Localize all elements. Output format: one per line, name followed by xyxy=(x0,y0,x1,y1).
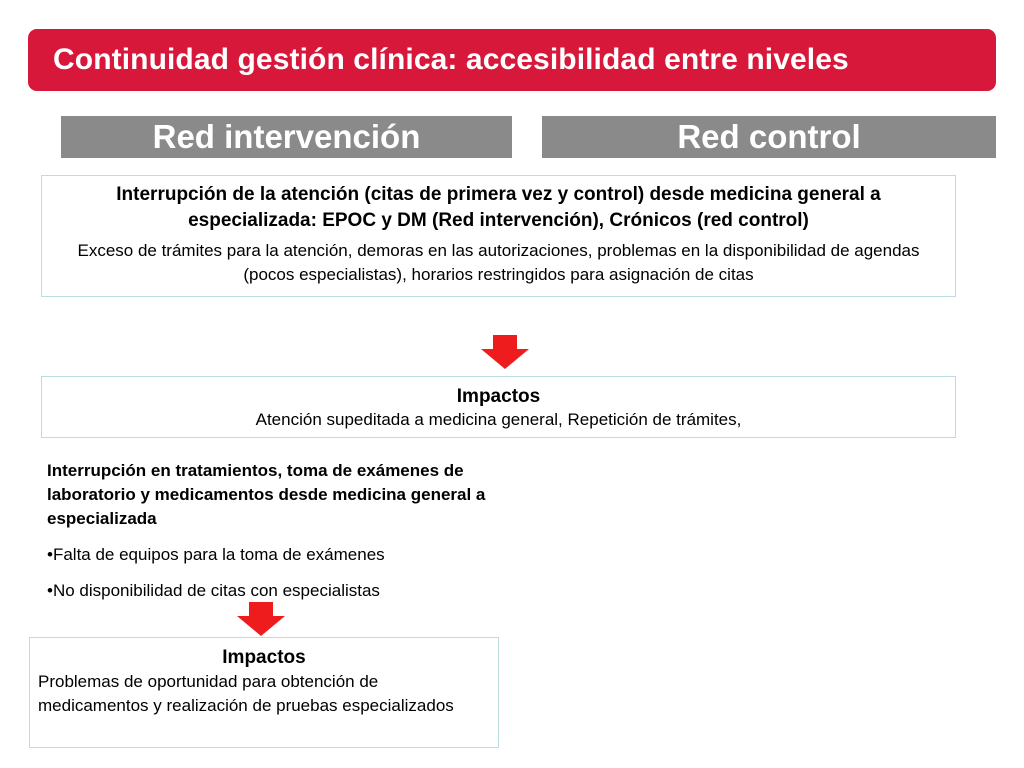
treatment-interruption-section xyxy=(47,459,527,603)
interruption-heading: Interrupción de la atención (citas de primera vez y control) desde medicina general a especializada: EPOC y DM (Red intervención), Crónicos (red control) xyxy=(116,184,881,231)
interruption-box xyxy=(41,175,956,297)
down-arrow-icon xyxy=(237,602,285,636)
slide-title: Continuidad gestión clínica: accesibilidad entre niveles xyxy=(53,43,849,76)
interruption-detail: Exceso de trámites para la atención, demoras en las autorizaciones, problemas en la disponibilidad de agendas (pocos especialistas), horarios restringidos para asignación de citas xyxy=(77,241,920,284)
bullet-item: •No disponibilidad de citas con especialistas xyxy=(47,581,380,600)
impacts-title-bottom: Impactos xyxy=(222,647,306,668)
down-arrow-icon xyxy=(481,335,529,369)
impacts-text-bottom: Problemas de oportunidad para obtención de medicamentos y realización de pruebas especializados xyxy=(38,672,454,715)
impacts-text-top: Atención supeditada a medicina general, Repetición de trámites, xyxy=(255,410,742,429)
title-bar xyxy=(28,29,996,91)
impacts-title-top: Impactos xyxy=(456,386,541,407)
tab-red-control: Red control xyxy=(542,116,996,158)
bullet-item: •Falta de equipos para la toma de exámenes xyxy=(47,545,385,564)
impacts-box-bottom xyxy=(29,637,499,748)
impacts-box-top xyxy=(41,376,956,438)
tab-red-intervencion: Red intervención xyxy=(61,116,512,158)
treatment-heading: Interrupción en tratamientos, toma de exámenes de laboratorio y medicamentos desde medicina general a especializada xyxy=(47,461,486,528)
